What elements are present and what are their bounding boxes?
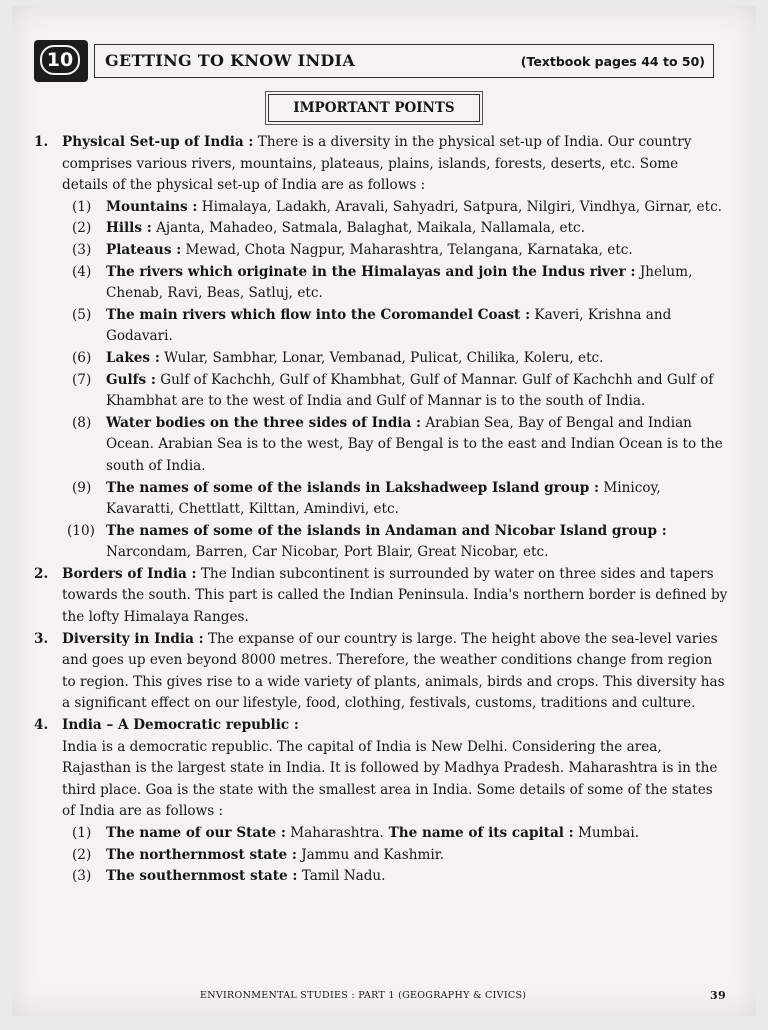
sub-point-number: (3): [72, 868, 92, 885]
sub-point-number: (1): [72, 825, 92, 841]
sub-point-text: Tamil Nadu.: [297, 868, 386, 885]
point-2: [34, 564, 728, 629]
document-page: [12, 6, 756, 1016]
sub-point-heading: The southernmost state :: [106, 868, 298, 885]
sub-point-text: Mewad, Chota Nagpur, Maharashtra, Telangana, Karnataka, etc.: [181, 241, 633, 258]
sub-point-southernmost-state: [34, 866, 728, 888]
sub-point-number: (6): [72, 349, 92, 366]
sub-point-number: (4): [72, 263, 92, 280]
sub-point-plateaus: [34, 240, 728, 262]
sub-point-number: (5): [72, 306, 92, 323]
sub-point-text: Ajanta, Mahadeo, Satmala, Balaghat, Maikala, Nallamala, etc.: [151, 220, 585, 237]
section-title-box: [268, 94, 480, 122]
points-content: [34, 132, 728, 888]
sub-point-heading: The names of some of the islands in Andaman and Nicobar Island group :: [106, 522, 667, 539]
sub-point-heading: The northernmost state :: [106, 846, 297, 863]
sub-point-text: Jammu and Kashmir.: [296, 846, 445, 863]
sub-point-andaman-nicobar: [34, 521, 728, 564]
point-number: 3.: [34, 630, 49, 647]
sub-point-text-2: Mumbai.: [573, 825, 640, 841]
sub-point-heading: Mountains :: [106, 198, 198, 215]
page-number: 39: [710, 989, 726, 1002]
sub-point-heading-2: The name of its capital :: [383, 825, 574, 841]
point-text: There is a diversity in the physical set-up of India. Our country comprises various rivers, mountains, plateaus, plains, islands, forests, deserts, etc. Some details of the physical set-up of India are as follows :: [62, 134, 692, 194]
textbook-pages: (Textbook pages 44 to 50): [520, 54, 705, 69]
sub-point-heading: Lakes :: [106, 349, 160, 366]
point-number: 1.: [34, 134, 49, 150]
chapter-title: GETTING TO KNOW INDIA: [105, 51, 356, 70]
sub-point-text: Jhelum, Chenab, Ravi, Beas, Satluj, etc.: [106, 263, 693, 302]
sub-point-water-bodies: [34, 413, 728, 478]
section-title: IMPORTANT POINTS: [293, 100, 455, 116]
sub-point-text: Maharashtra.: [285, 825, 384, 841]
sub-point-heading: The rivers which originate in the Himalayas and join the Indus river :: [106, 263, 636, 280]
point-text: The Indian subcontinent is surrounded by water on three sides and tapers towards the south. This part is called the Indian Peninsula. India's northern border is defined by the lofty Himalaya Ranges.: [62, 565, 728, 626]
point-3: [34, 629, 728, 715]
chapter-number-badge: [34, 40, 88, 82]
point-heading: Diversity in India :: [62, 630, 204, 647]
sub-point-number: (2): [72, 846, 92, 863]
sub-point-number: (8): [72, 414, 92, 431]
point-number: 2.: [34, 565, 49, 582]
sub-point-lakes: [34, 348, 728, 370]
point-heading: Borders of India :: [62, 565, 197, 582]
sub-point-text: Minicoy, Kavaratti, Chettlatt, Kilttan, Amindivi, etc.: [106, 479, 661, 518]
chapter-number: 10: [40, 45, 80, 75]
sub-point-text: Arabian Sea, Bay of Bengal and Indian Ocean. Arabian Sea is to the west, Bay of Bengal is to the east and Indian Ocean is to the south of India.: [106, 414, 723, 474]
sub-point-number: (2): [72, 220, 92, 237]
chapter-title-box: [94, 44, 714, 78]
sub-point-our-state: [34, 823, 728, 845]
chapter-header: [34, 40, 724, 86]
sub-point-heading: Gulfs :: [106, 371, 156, 388]
footer-book-title: ENVIRONMENTAL STUDIES : PART 1 (GEOGRAPHY & CIVICS): [200, 990, 527, 1001]
sub-point-number: (1): [72, 198, 92, 215]
sub-point-heading: The main rivers which flow into the Coromandel Coast :: [106, 306, 531, 323]
sub-point-number: (10): [67, 522, 95, 539]
sub-point-lakshadweep: [34, 478, 728, 521]
sub-point-number: (9): [72, 479, 92, 496]
point-heading: India – A Democratic republic :: [62, 717, 299, 734]
sub-point-number: (3): [72, 241, 92, 258]
sub-point-number: (7): [72, 371, 92, 388]
sub-point-text: Gulf of Kachchh, Gulf of Khambhat, Gulf of Mannar. Gulf of Kachchh and Gulf of Khambhat are to the west of India and Gulf of Mannar is to the south of India.: [106, 371, 714, 410]
sub-point-text: Himalaya, Ladakh, Aravali, Sahyadri, Satpura, Nilgiri, Vindhya, Girnar, etc.: [197, 198, 723, 215]
sub-point-mountains: [34, 197, 728, 219]
sub-point-heading: The name of our State :: [106, 825, 286, 841]
point-number: 4.: [34, 717, 49, 734]
sub-point-northernmost-state: [34, 845, 728, 867]
sub-point-coromandel-rivers: [34, 305, 728, 348]
point-text: The expanse of our country is large. The height above the sea-level varies and goes up even beyond 8000 metres. Therefore, the weather conditions change from region to region. This gives rise to a wide variety of plants, animals, birds and crops. This diversity has a significant effect on our lifestyle, food, clothing, festivals, customs, traditions and culture.: [62, 630, 725, 712]
sub-point-heading: The names of some of the islands in Lakshadweep Island group :: [106, 479, 600, 496]
sub-point-gulfs: [34, 370, 728, 413]
sub-point-text: Kaveri, Krishna and Godavari.: [106, 306, 672, 345]
sub-point-himalayan-rivers: [34, 262, 728, 305]
point-4-paragraph: India is a democratic republic. The capital of India is New Delhi. Considering the area, Rajasthan is the largest state in India. It is followed by Madhya Pradesh. Maharashtra is in the third place. Goa is the state with the smallest area in India. Some details of some of the states of India are as follows :: [62, 738, 718, 820]
sub-point-hills: [34, 218, 728, 240]
sub-point-text: Wular, Sambhar, Lonar, Vembanad, Pulicat, Chilika, Koleru, etc.: [159, 349, 604, 366]
point-1: [34, 132, 728, 197]
sub-point-heading: Water bodies on the three sides of India :: [106, 414, 422, 431]
sub-point-text: Narcondam, Barren, Car Nicobar, Port Blair, Great Nicobar, etc.: [106, 544, 549, 561]
point-4: [34, 715, 728, 737]
sub-point-heading: Hills :: [106, 220, 152, 237]
point-heading: Physical Set-up of India :: [62, 134, 254, 150]
sub-point-heading: Plateaus :: [106, 241, 182, 258]
